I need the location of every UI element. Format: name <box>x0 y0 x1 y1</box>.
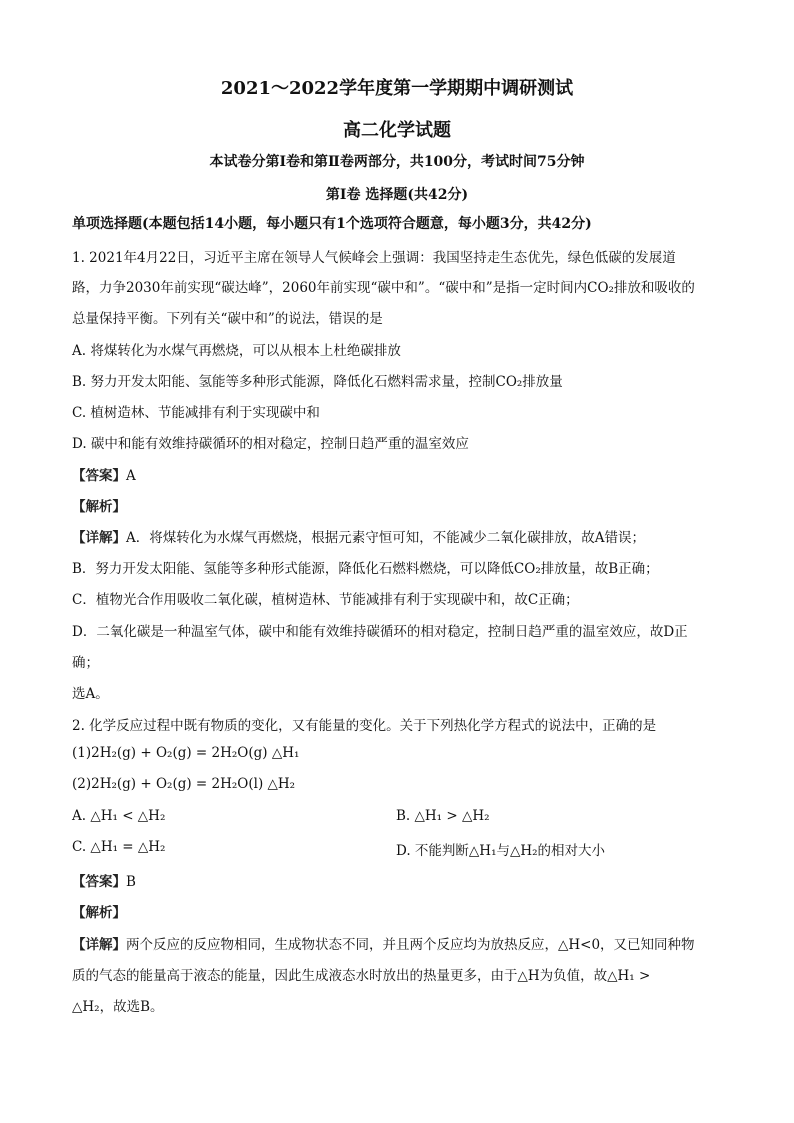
q1-stem-line-1: 1. 2021年4月22日，习近平主席在领导人气候峰会上强调：我国坚持走生态优先，绿色低碳的发展道 <box>72 250 676 266</box>
q1-option-a: A. 将煤转化为水煤气再燃烧，可以从根本上杜绝碳排放 <box>72 343 401 359</box>
q1-detail-b: B．努力开发太阳能、氢能等多种形式能源，降低化石燃料燃烧，可以降低CO₂排放量，故B正确； <box>72 561 659 577</box>
q1-detail-d-line-1: D．二氧化碳是一种温室气体，碳中和能有效维持碳循环的相对稳定，控制日趋严重的温室效应，故D正 <box>72 624 688 640</box>
exam-info: 本试卷分第Ⅰ卷和第Ⅱ卷两部分，共100分，考试时间75分钟 <box>209 154 585 170</box>
q1-stem-line-2: 路，力争2030年前实现“碳达峰”，2060年前实现“碳中和”。“碳中和”是指一定时间内CO₂排放和吸收的 <box>72 280 695 296</box>
q1-option-c: C. 植树造林、节能减排有利于实现碳中和 <box>72 405 320 421</box>
q2-detail-tag: 【详解】 <box>72 937 126 953</box>
q1-detail-a-text: A．将煤转化为水煤气再燃烧，根据元素守恒可知，不能减少二氧化碳排放，故A错误； <box>126 530 645 546</box>
q2-answer-value: B <box>126 874 136 890</box>
q1-answer <box>72 464 136 484</box>
q2-equation-2: (2)2H₂(g) + O₂(g) = 2H₂O(l) △H₂ <box>72 776 296 792</box>
q1-answer-tag: 【答案】 <box>72 468 126 484</box>
q1-analysis-tag: 【解析】 <box>72 499 126 515</box>
q1-option-d: D. 碳中和能有效维持碳循环的相对稳定，控制日趋严重的温室效应 <box>72 436 469 452</box>
q1-detail-tag: 【详解】 <box>72 530 126 546</box>
q2-detail-line-1 <box>72 933 695 953</box>
q2-detail-line-2: 质的气态的能量高于液态的能量，因此生成液态水时放出的热量更多，由于△H为负值，故△H₁ > <box>72 968 651 984</box>
q2-option-c: C. △H₁ = △H₂ <box>72 839 166 855</box>
part-title: 第Ⅰ卷 选择题(共42分) <box>325 187 469 203</box>
q1-detail-d-line-2: 确； <box>72 655 99 671</box>
q1-conclusion: 选A。 <box>72 686 109 702</box>
q2-detail-line-3: △H₂，故选B。 <box>72 999 164 1015</box>
q1-stem-line-3: 总量保持平衡。下列有关“碳中和”的说法，错误的是 <box>72 311 383 327</box>
q2-stem: 2. 化学反应过程中既有物质的变化，又有能量的变化。关于下列热化学方程式的说法中，正确的是 <box>72 718 657 734</box>
q1-answer-value: A <box>126 468 136 484</box>
q2-option-b: B. △H₁ > △H₂ <box>396 808 490 824</box>
q2-answer-tag: 【答案】 <box>72 874 126 890</box>
q2-equation-1: (1)2H₂(g) + O₂(g) = 2H₂O(g) △H₁ <box>72 745 300 761</box>
section-title: 单项选择题(本题包括14小题，每小题只有1个选项符合题意，每小题3分，共42分) <box>72 216 592 232</box>
q2-analysis-tag: 【解析】 <box>72 905 126 921</box>
q2-option-d: D. 不能判断△H₁与△H₂的相对大小 <box>396 843 606 859</box>
q1-detail-a <box>72 526 645 546</box>
q1-detail-c: C．植物光合作用吸收二氧化碳，植树造林、节能减排有利于实现碳中和，故C正确； <box>72 592 579 608</box>
exam-subtitle: 高二化学试题 <box>343 120 451 141</box>
q2-answer <box>72 870 136 890</box>
q2-detail-line-1-text: 两个反应的反应物相同，生成物状态不同，并且两个反应均为放热反应，△H<0，又已知同种物 <box>126 937 695 953</box>
q1-option-b: B. 努力开发太阳能、氢能等多种形式能源，降低化石燃料需求量，控制CO₂排放量 <box>72 374 563 390</box>
q2-option-a: A. △H₁ < △H₂ <box>72 808 166 824</box>
exam-title: 2021～2022学年度第一学期期中调研测试 <box>220 78 574 99</box>
